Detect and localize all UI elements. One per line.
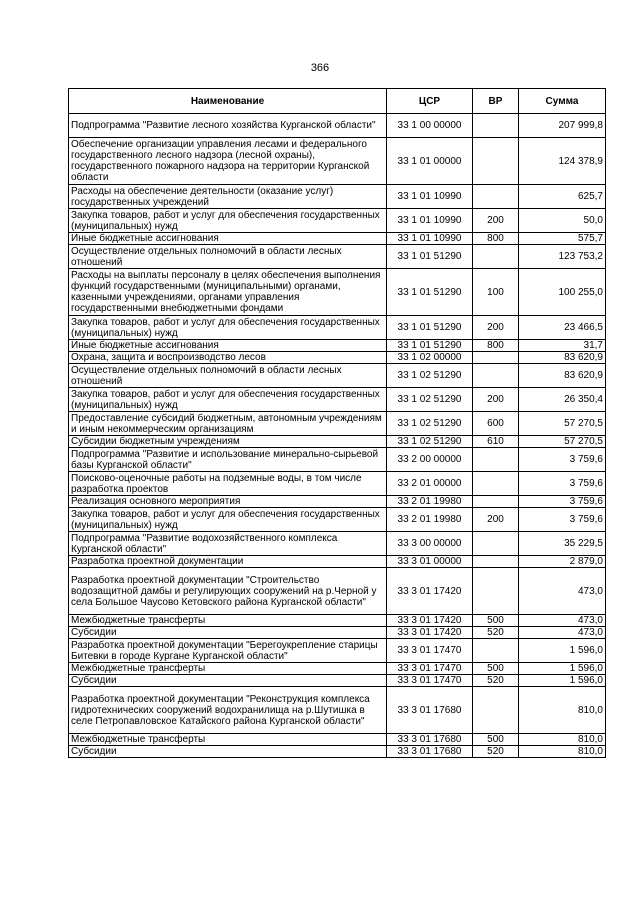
- cell-name: Закупка товаров, работ и услуг для обеспечения государственных (муниципальных) нужд: [69, 388, 387, 412]
- table-body: [69, 114, 606, 758]
- cell-sum: 473,0: [519, 627, 606, 639]
- cell-code: 33 3 01 00000: [387, 556, 473, 568]
- cell-sum: 26 350,4: [519, 388, 606, 412]
- cell-code: 33 1 02 51290: [387, 364, 473, 388]
- cell-vr: 200: [473, 316, 519, 340]
- table-row: [69, 496, 606, 508]
- cell-sum: 1 596,0: [519, 675, 606, 687]
- table-row: [69, 568, 606, 615]
- cell-name: Разработка проектной документации "Берегоукрепление старицы Битевки в городе Кургане Курганской области": [69, 639, 387, 663]
- cell-sum: 625,7: [519, 185, 606, 209]
- cell-vr: 520: [473, 675, 519, 687]
- table-row: [69, 734, 606, 746]
- table-row: [69, 340, 606, 352]
- cell-vr: 100: [473, 269, 519, 316]
- cell-sum: 207 999,8: [519, 114, 606, 138]
- cell-name: Осуществление отдельных полномочий в области лесных отношений: [69, 364, 387, 388]
- cell-code: 33 3 01 17470: [387, 663, 473, 675]
- cell-vr: [473, 472, 519, 496]
- cell-vr: [473, 556, 519, 568]
- cell-sum: 810,0: [519, 746, 606, 758]
- cell-code: 33 3 01 17680: [387, 687, 473, 734]
- cell-name: Осуществление отдельных полномочий в области лесных отношений: [69, 245, 387, 269]
- table-row: [69, 472, 606, 496]
- cell-sum: 100 255,0: [519, 269, 606, 316]
- cell-code: 33 1 01 10990: [387, 209, 473, 233]
- cell-name: Иные бюджетные ассигнования: [69, 233, 387, 245]
- cell-code: 33 1 01 51290: [387, 269, 473, 316]
- cell-name: Закупка товаров, работ и услуг для обеспечения государственных (муниципальных) нужд: [69, 316, 387, 340]
- header-row: [69, 89, 606, 114]
- table-row: [69, 615, 606, 627]
- table-row: [69, 316, 606, 340]
- cell-code: 33 1 01 51290: [387, 316, 473, 340]
- cell-sum: 3 759,6: [519, 508, 606, 532]
- cell-vr: 800: [473, 340, 519, 352]
- cell-sum: 83 620,9: [519, 352, 606, 364]
- cell-name: Предоставление субсидий бюджетным, автономным учреждениям и иным некоммерческим организациям: [69, 412, 387, 436]
- cell-code: 33 3 00 00000: [387, 532, 473, 556]
- cell-name: Разработка проектной документации: [69, 556, 387, 568]
- cell-name: Субсидии: [69, 627, 387, 639]
- cell-sum: 3 759,6: [519, 448, 606, 472]
- cell-name: Иные бюджетные ассигнования: [69, 340, 387, 352]
- cell-vr: [473, 185, 519, 209]
- cell-vr: [473, 568, 519, 615]
- cell-name: Закупка товаров, работ и услуг для обеспечения государственных (муниципальных) нужд: [69, 209, 387, 233]
- cell-sum: 1 596,0: [519, 639, 606, 663]
- cell-sum: 57 270,5: [519, 412, 606, 436]
- cell-sum: 57 270,5: [519, 436, 606, 448]
- cell-vr: [473, 639, 519, 663]
- cell-vr: 800: [473, 233, 519, 245]
- cell-sum: 31,7: [519, 340, 606, 352]
- header-name: Наименование: [69, 89, 387, 114]
- cell-name: Поисково-оценочные работы на подземные воды, в том числе разработка проектов: [69, 472, 387, 496]
- cell-sum: 575,7: [519, 233, 606, 245]
- cell-code: 33 3 01 17420: [387, 568, 473, 615]
- table-row: [69, 185, 606, 209]
- table-row: [69, 532, 606, 556]
- cell-name: Разработка проектной документации "Строительство водозащитной дамбы и регулирующих сооружений на р.Черной у села Большое Чаусово Кетовского района Курганской области": [69, 568, 387, 615]
- cell-name: Разработка проектной документации "Реконструкция комплекса гидротехнических сооружений водохранилища на р.Шутишка в селе Петропавловское Катайского района Курганской области": [69, 687, 387, 734]
- cell-code: 33 1 00 00000: [387, 114, 473, 138]
- cell-name: Расходы на выплаты персоналу в целях обеспечения выполнения функций государственными (муниципальными) органами, казенными учреждениями, органами управления государственными внебюджетными фондами: [69, 269, 387, 316]
- cell-name: Подпрограмма "Развитие лесного хозяйства Курганской области": [69, 114, 387, 138]
- cell-name: Расходы на обеспечение деятельности (оказание услуг) государственных учреждений: [69, 185, 387, 209]
- table-row: [69, 448, 606, 472]
- cell-sum: 473,0: [519, 615, 606, 627]
- cell-vr: 600: [473, 412, 519, 436]
- page-number: 366: [310, 62, 330, 74]
- header-code: ЦСР: [387, 89, 473, 114]
- cell-vr: [473, 496, 519, 508]
- cell-sum: 3 759,6: [519, 496, 606, 508]
- cell-code: 33 3 01 17680: [387, 746, 473, 758]
- table-row: [69, 388, 606, 412]
- cell-vr: [473, 364, 519, 388]
- table-row: [69, 663, 606, 675]
- cell-code: 33 1 02 51290: [387, 436, 473, 448]
- cell-code: 33 2 01 00000: [387, 472, 473, 496]
- cell-code: 33 1 01 00000: [387, 138, 473, 185]
- table-row: [69, 352, 606, 364]
- cell-name: Реализация основного мероприятия: [69, 496, 387, 508]
- cell-vr: [473, 114, 519, 138]
- cell-sum: 810,0: [519, 734, 606, 746]
- cell-sum: 124 378,9: [519, 138, 606, 185]
- cell-sum: 83 620,9: [519, 364, 606, 388]
- table-row: [69, 138, 606, 185]
- cell-sum: 35 229,5: [519, 532, 606, 556]
- cell-name: Субсидии бюджетным учреждениям: [69, 436, 387, 448]
- cell-name: Охрана, защита и воспроизводство лесов: [69, 352, 387, 364]
- cell-vr: [473, 687, 519, 734]
- cell-sum: 473,0: [519, 568, 606, 615]
- header-vr: ВР: [473, 89, 519, 114]
- table-row: [69, 114, 606, 138]
- cell-vr: 200: [473, 508, 519, 532]
- table-row: [69, 209, 606, 233]
- cell-vr: [473, 138, 519, 185]
- cell-code: 33 3 01 17470: [387, 639, 473, 663]
- cell-name: Межбюджетные трансферты: [69, 734, 387, 746]
- cell-code: 33 3 01 17680: [387, 734, 473, 746]
- table-row: [69, 627, 606, 639]
- cell-code: 33 1 02 00000: [387, 352, 473, 364]
- cell-vr: 500: [473, 734, 519, 746]
- cell-name: Субсидии: [69, 746, 387, 758]
- cell-sum: 50,0: [519, 209, 606, 233]
- cell-code: 33 1 02 51290: [387, 388, 473, 412]
- cell-sum: 123 753,2: [519, 245, 606, 269]
- table-row: [69, 364, 606, 388]
- cell-name: Субсидии: [69, 675, 387, 687]
- cell-vr: 520: [473, 746, 519, 758]
- cell-sum: 810,0: [519, 687, 606, 734]
- cell-code: 33 1 01 51290: [387, 245, 473, 269]
- cell-vr: 200: [473, 209, 519, 233]
- cell-code: 33 3 01 17420: [387, 627, 473, 639]
- table-row: [69, 269, 606, 316]
- cell-vr: 610: [473, 436, 519, 448]
- cell-code: 33 1 01 10990: [387, 185, 473, 209]
- cell-vr: [473, 532, 519, 556]
- table-row: [69, 508, 606, 532]
- table-row: [69, 556, 606, 568]
- cell-vr: [473, 352, 519, 364]
- table-row: [69, 639, 606, 663]
- header-sum: Сумма: [519, 89, 606, 114]
- cell-vr: 520: [473, 627, 519, 639]
- cell-code: 33 1 01 51290: [387, 340, 473, 352]
- cell-sum: 23 466,5: [519, 316, 606, 340]
- table-row: [69, 675, 606, 687]
- budget-table: [68, 88, 606, 758]
- cell-code: 33 2 01 19980: [387, 508, 473, 532]
- cell-code: 33 3 01 17470: [387, 675, 473, 687]
- cell-code: 33 2 01 19980: [387, 496, 473, 508]
- table-row: [69, 687, 606, 734]
- cell-code: 33 1 01 10990: [387, 233, 473, 245]
- cell-code: 33 2 00 00000: [387, 448, 473, 472]
- cell-name: Межбюджетные трансферты: [69, 615, 387, 627]
- cell-sum: 1 596,0: [519, 663, 606, 675]
- cell-sum: 3 759,6: [519, 472, 606, 496]
- table-row: [69, 436, 606, 448]
- cell-name: Подпрограмма "Развитие водохозяйственного комплекса Курганской области": [69, 532, 387, 556]
- cell-name: Закупка товаров, работ и услуг для обеспечения государственных (муниципальных) нужд: [69, 508, 387, 532]
- cell-code: 33 1 02 51290: [387, 412, 473, 436]
- table-row: [69, 245, 606, 269]
- table-row: [69, 746, 606, 758]
- table-row: [69, 412, 606, 436]
- table-row: [69, 233, 606, 245]
- cell-name: Межбюджетные трансферты: [69, 663, 387, 675]
- cell-vr: [473, 448, 519, 472]
- cell-vr: 500: [473, 615, 519, 627]
- cell-vr: 200: [473, 388, 519, 412]
- cell-vr: [473, 245, 519, 269]
- cell-sum: 2 879,0: [519, 556, 606, 568]
- cell-name: Обеспечение организации управления лесами и федерального государственного лесного надзора (лесной охраны), государственного пожарного надзора на территории Курганской области: [69, 138, 387, 185]
- cell-code: 33 3 01 17420: [387, 615, 473, 627]
- cell-name: Подпрограмма "Развитие и использование минерально-сырьевой базы Курганской области": [69, 448, 387, 472]
- cell-vr: 500: [473, 663, 519, 675]
